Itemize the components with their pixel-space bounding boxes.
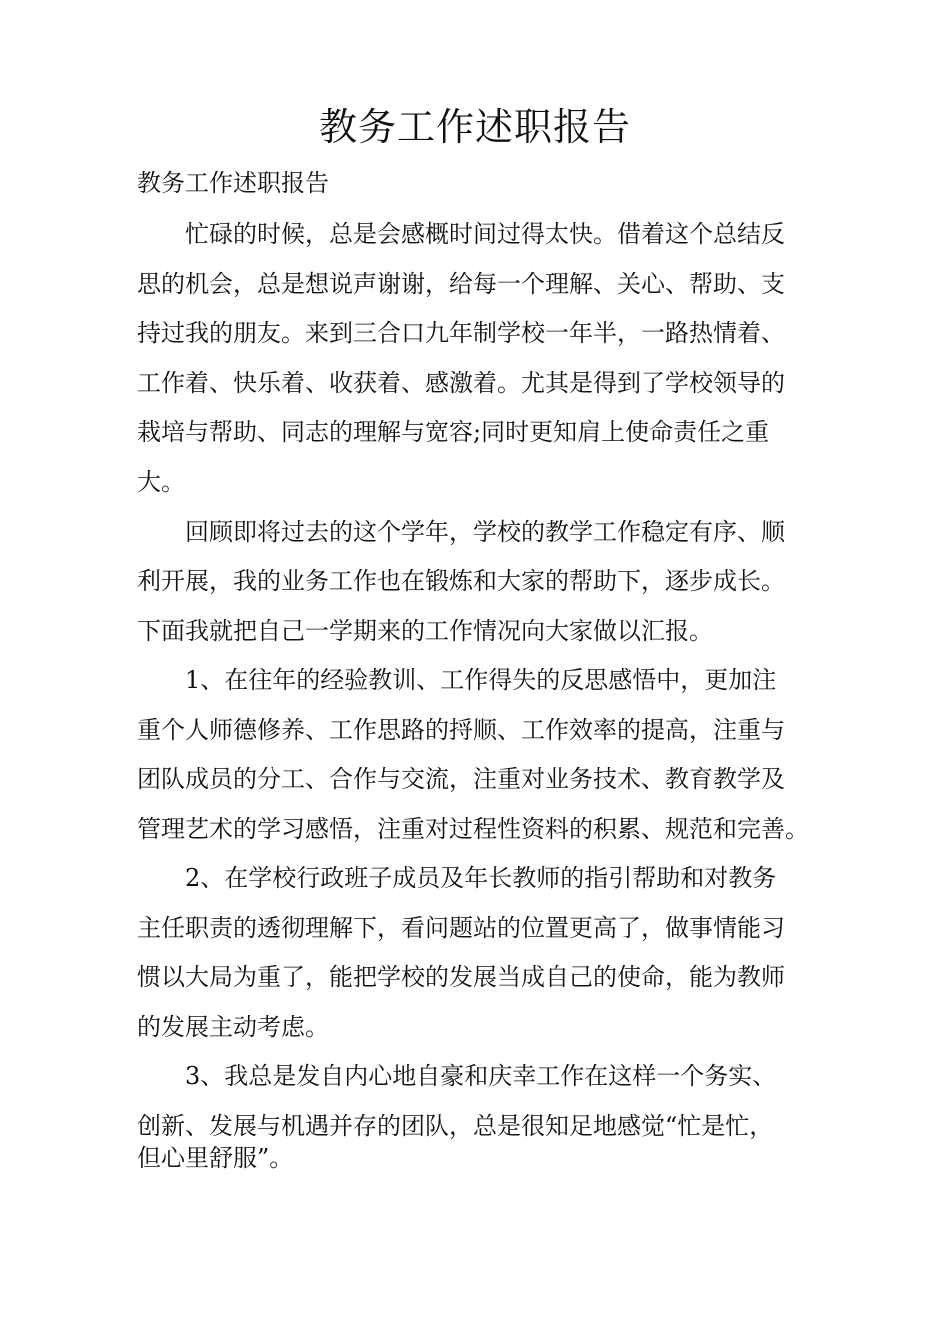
body-line: 工作着、快乐着、收获着、感激着。尤其是得到了学校领导的 [137,369,785,397]
body-line: 思的机会，总是想说声谢谢，给每一个理解、关心、帮助、支 [137,270,785,298]
body-line: 大。 [137,468,185,496]
body-line: 忙碌的时候，总是会感概时间过得太快。借着这个总结反 [137,220,785,248]
document-title: 教务工作述职报告 [318,105,631,149]
body-line: 利开展，我的业务工作也在锻炼和大家的帮助下，逐步成长。 [137,567,785,595]
body-line: 管理艺术的学习感悟，注重对过程性资料的积累、规范和完善。 [137,815,809,843]
body-line: 团队成员的分工、合作与交流，注重对业务技术、教育教学及 [137,765,785,793]
body-line: 2、在学校行政班子成员及年长教师的指引帮助和对教务 [137,864,777,892]
body-line: 但心里舒服”。 [137,1144,294,1172]
body-line: 3、我总是发自内心地自豪和庆幸工作在这样一个务实、 [137,1062,777,1090]
body-line: 持过我的朋友。来到三合口九年制学校一年半，一路热情着、 [137,319,785,347]
body-line: 主任职责的透彻理解下，看问题站的位置更高了，做事情能习 [137,914,785,942]
body-line: 栽培与帮助、同志的理解与宽容;同时更知肩上使命责任之重 [137,418,770,446]
body-line: 回顾即将过去的这个学年，学校的教学工作稳定有序、顺 [137,518,785,546]
body-line: 惯以大局为重了，能把学校的发展当成自己的使命，能为教师 [137,963,785,991]
body-line: 1、在往年的经验教训、工作得失的反思感悟中，更加注 [137,666,777,694]
document-subtitle: 教务工作述职报告 [137,169,329,197]
body-line: 下面我就把自己一学期来的工作情况向大家做以汇报。 [137,617,713,645]
body-line: 创新、发展与机遇并存的团队，总是很知足地感觉“忙是忙， [137,1112,774,1140]
body-line: 的发展主动考虑。 [137,1013,329,1041]
body-line: 重个人师德修养、工作思路的捋顺、工作效率的提高，注重与 [137,716,785,744]
